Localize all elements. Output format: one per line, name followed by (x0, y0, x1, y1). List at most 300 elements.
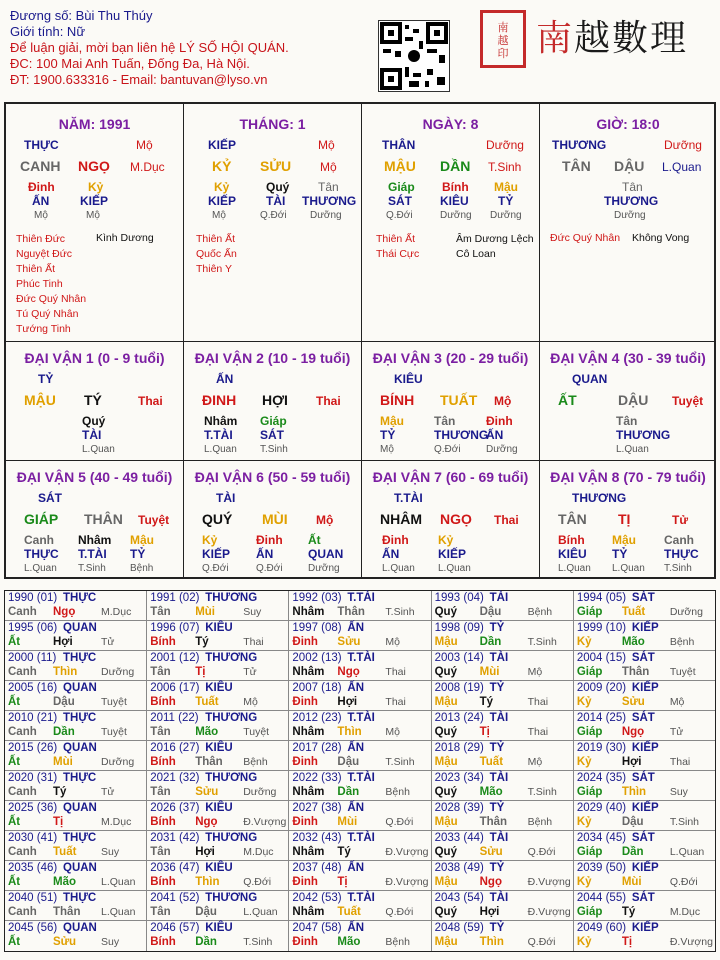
year-cell[interactable] (574, 831, 715, 860)
pillar-title: NĂM: 1991 (58, 116, 131, 132)
year-branch: Tý (337, 846, 351, 858)
year-branch: Mùi (195, 606, 216, 618)
year-cell[interactable] (574, 591, 715, 620)
hidden-state-2: Mộ (86, 210, 100, 221)
year-label: 2021 (32) (150, 772, 200, 784)
year-state: T.Sinh (243, 936, 273, 948)
year-god: TÀI (489, 592, 509, 604)
year-state: Thai (527, 726, 549, 738)
year-stem: Quý (434, 726, 457, 738)
table-row (5, 681, 715, 711)
year-stem: Giáp (576, 906, 603, 918)
year-label: 2009 (20) (576, 682, 627, 694)
year-god: TỶ (489, 922, 505, 934)
year-branch: Sửu (479, 846, 503, 858)
year-state: T.Sinh (527, 636, 557, 648)
luck-hidden-god: TỶ (612, 547, 628, 561)
year-state: Dưỡng (101, 756, 135, 768)
luck-chi: TỊ (618, 511, 631, 527)
seal-stamp (480, 10, 526, 68)
luck-can: BÍNH (380, 392, 415, 408)
year-god: TÀI (489, 772, 509, 784)
year-state: Dưỡng (243, 786, 277, 798)
luck-pillar-3 (362, 342, 540, 461)
luck-hidden-stem: Tân (616, 414, 638, 428)
year-state: L.Quan (101, 906, 136, 918)
luck-hidden-god: TỶ (130, 547, 146, 561)
star: Âm Dương Lệch (456, 233, 534, 245)
luck-state: Tuyệt (672, 394, 704, 408)
year-stem: Kỷ (576, 756, 592, 768)
year-god: ẤN (347, 922, 365, 934)
year-label: 2023 (34) (434, 772, 484, 784)
year-cell[interactable] (574, 741, 715, 770)
luck-can: ẤT (558, 392, 577, 408)
luck-state: Mộ (494, 394, 512, 408)
year-cell[interactable] (574, 861, 715, 890)
year-god: ẤN (347, 622, 365, 634)
year-state: Đ.Vượng (669, 936, 713, 948)
luck-hidden-state: Bệnh (130, 563, 154, 574)
year-stem: Bính (150, 876, 176, 888)
year-cell[interactable] (5, 831, 147, 860)
year-god: T.TÀI (347, 592, 375, 604)
year-branch: Ngọ (195, 816, 218, 828)
pillar-chi-state: Mộ (320, 160, 337, 174)
year-branch: Mùi (337, 816, 358, 828)
table-row (5, 651, 715, 681)
year-cell[interactable] (289, 651, 431, 680)
year-branch: Dậu (195, 906, 217, 918)
year-cell[interactable] (289, 891, 431, 920)
year-cell[interactable] (147, 861, 289, 890)
pillar-chi-state: L.Quan (662, 160, 702, 174)
year-state: Tử (101, 636, 115, 648)
luck-god: SÁT (38, 491, 62, 505)
year-cell[interactable] (432, 891, 574, 920)
luck-state: Thai (494, 513, 519, 527)
stars-list-2: Không Vong (632, 232, 690, 244)
year-stem: Đinh (292, 696, 318, 708)
year-cell[interactable] (5, 621, 147, 650)
year-cell[interactable] (432, 921, 574, 951)
luck-hidden-state: T.Sinh (664, 563, 692, 574)
year-god: KIẾP (631, 742, 659, 754)
year-branch: Sửu (337, 636, 361, 648)
hidden-state-1: Dưỡng (614, 210, 646, 221)
year-cell[interactable] (289, 771, 431, 800)
year-branch: Sửu (195, 786, 219, 798)
luck-hidden-god: TỶ (380, 428, 396, 442)
luck-god: ẤN (216, 372, 234, 386)
luck-hidden-god: SÁT (260, 428, 284, 442)
year-god: TỶ (489, 802, 505, 814)
hidden-state-2: Q.Đới (260, 210, 287, 221)
year-state: T.Sinh (527, 786, 557, 798)
brand-logo: 南越數理 (536, 18, 689, 59)
yearly-table (4, 590, 716, 952)
hidden-state-3: Dưỡng (310, 210, 342, 221)
year-stem: Nhâm (292, 846, 325, 858)
year-god: ẤN (347, 802, 365, 814)
year-stem: Nhâm (292, 666, 325, 678)
year-cell[interactable] (5, 591, 147, 620)
year-cell[interactable] (5, 741, 147, 770)
year-stem: Đinh (292, 876, 318, 888)
luck-title: ĐẠI VẬN 5 (40 - 49 tuổi) (16, 469, 173, 485)
year-branch: Thân (337, 606, 365, 618)
year-branch: Dậu (479, 606, 502, 618)
year-label: 2008 (19) (434, 682, 484, 694)
year-branch: Mão (479, 786, 503, 798)
year-cell[interactable] (432, 621, 574, 650)
year-label: 2014 (25) (576, 712, 627, 724)
year-god: THƯƠNG (205, 772, 258, 784)
year-label: 2018 (29) (434, 742, 484, 754)
year-state: Tuyệt (101, 726, 127, 738)
year-god: TÀI (489, 832, 509, 844)
year-cell[interactable] (432, 861, 574, 890)
year-cell[interactable] (147, 771, 289, 800)
luck-god: KIÊU (394, 372, 423, 386)
year-label: 2038 (49) (434, 862, 484, 874)
year-god: T.TÀI (347, 652, 375, 664)
hidden-state-1: Q.Đới (386, 210, 413, 221)
year-stem: Đinh (292, 636, 318, 648)
luck-hidden-state: L.Quan (612, 563, 645, 574)
year-branch: Dần (479, 636, 502, 648)
year-cell[interactable] (432, 651, 574, 680)
year-cell[interactable] (5, 861, 147, 890)
year-stem: Nhâm (292, 726, 325, 738)
table-row (5, 771, 715, 801)
year-branch: Mão (195, 726, 219, 738)
year-cell[interactable] (5, 771, 147, 800)
year-branch: Mùi (621, 876, 642, 888)
year-cell[interactable] (432, 801, 574, 830)
year-stem: Canh (8, 666, 37, 678)
year-state: Tử (243, 666, 257, 678)
year-stem: Giáp (576, 786, 603, 798)
year-state: T.Sinh (385, 606, 415, 618)
pillar-god: THƯƠNG (552, 138, 607, 152)
year-stem: Kỷ (576, 636, 592, 648)
luck-chi: TÝ (84, 392, 102, 408)
year-cell[interactable] (574, 771, 715, 800)
year-cell[interactable] (147, 651, 289, 680)
year-label: 2044 (55) (576, 892, 627, 904)
year-branch: Tuất (53, 846, 77, 858)
year-cell[interactable] (574, 681, 715, 710)
luck-hidden-state: Dưỡng (308, 563, 340, 574)
year-cell[interactable] (147, 591, 289, 620)
luck-title: ĐẠI VẬN 6 (50 - 59 tuổi) (194, 469, 351, 485)
year-stem: Bính (150, 816, 176, 828)
luck-hidden-state: L.Quan (24, 563, 57, 574)
luck-state: Tuyệt (138, 513, 170, 527)
year-cell[interactable] (5, 711, 147, 740)
year-state: Thai (669, 756, 691, 768)
year-cell[interactable] (289, 681, 431, 710)
year-branch: Ngọ (337, 666, 360, 678)
year-branch: Tý (479, 696, 494, 708)
year-stem: Mậu (434, 696, 458, 708)
year-cell[interactable] (289, 801, 431, 830)
year-state: Q.Đới (385, 906, 414, 918)
pillar-chi: NGỌ (78, 158, 110, 174)
year-cell[interactable] (432, 741, 574, 770)
year-branch: Tý (621, 906, 636, 918)
year-state: Bệnh (385, 786, 410, 798)
year-state: Tuyệt (101, 696, 127, 708)
pillar-title: THÁNG: 1 (239, 116, 306, 132)
year-label: 2034 (45) (576, 832, 627, 844)
year-cell[interactable] (147, 711, 289, 740)
year-cell[interactable] (147, 921, 289, 951)
stars-list-1: Đức Quý Nhân (550, 232, 621, 244)
luck-hidden-stem: Nhâm (78, 533, 112, 547)
year-cell[interactable] (289, 711, 431, 740)
luck-hidden-stem: Mậu (130, 533, 154, 547)
year-state: Thai (385, 666, 406, 678)
year-cell[interactable] (147, 831, 289, 860)
luck-hidden-god: ẤN (486, 428, 504, 442)
gender: Giới tính: Nữ (10, 24, 86, 39)
year-god: QUAN (63, 802, 97, 814)
year-stem: Mậu (434, 636, 458, 648)
year-cell[interactable] (147, 681, 289, 710)
year-label: 2035 (46) (8, 862, 58, 874)
luck-hidden-god: THỰC (664, 547, 699, 561)
year-label: 2001 (12) (150, 652, 200, 664)
year-label: 2027 (38) (292, 802, 342, 814)
year-stem: Ất (8, 816, 21, 828)
year-cell[interactable] (147, 621, 289, 650)
star: Thiên Y (196, 263, 232, 275)
luck-can: QUÝ (202, 511, 233, 527)
year-cell[interactable] (289, 741, 431, 770)
year-label: 1999 (10) (576, 622, 627, 634)
luck-hidden-stem: Kỷ (202, 533, 218, 547)
luck-hidden-god: TÀI (82, 428, 102, 442)
year-state: Suy (243, 606, 262, 618)
luck-hidden-stem: Mậu (380, 414, 404, 428)
year-branch: Tị (337, 876, 348, 888)
year-stem: Quý (434, 786, 457, 798)
star: Quốc Ấn (196, 248, 237, 260)
year-label: 2015 (26) (8, 742, 58, 754)
year-label: 2032 (43) (292, 832, 342, 844)
table-row (5, 831, 715, 861)
year-cell[interactable] (574, 921, 715, 951)
luck-can: ĐINH (202, 392, 237, 408)
luck-can: TÂN (558, 511, 587, 527)
year-stem: Bính (150, 756, 176, 768)
year-state: Mộ (385, 726, 400, 738)
year-cell[interactable] (432, 831, 574, 860)
year-stem: Đinh (292, 756, 318, 768)
year-label: 2048 (59) (434, 922, 484, 934)
luck-hidden-state: Q.Đới (202, 563, 229, 574)
luck-title: ĐẠI VẬN 7 (60 - 69 tuổi) (372, 469, 529, 485)
star: Đức Quý Nhân (16, 293, 87, 305)
hidden-god-1: SÁT (388, 194, 412, 208)
year-stem: Kỷ (576, 816, 592, 828)
year-cell[interactable] (574, 621, 715, 650)
year-cell[interactable] (147, 801, 289, 830)
year-label: 2025 (36) (8, 802, 58, 814)
year-god: THỰC (63, 832, 97, 844)
year-label: 1995 (06) (8, 622, 58, 634)
pillar-can: KỶ (212, 158, 232, 174)
star: Thiên Ất (16, 263, 56, 275)
luck-chi: DẬU (618, 392, 649, 408)
year-state: T.Sinh (669, 816, 699, 828)
year-state: Thai (527, 696, 549, 708)
qr-code-icon[interactable] (378, 20, 450, 92)
year-cell[interactable] (5, 921, 147, 951)
year-label: 2005 (16) (8, 682, 58, 694)
luck-pillar-8 (540, 461, 716, 578)
year-cell[interactable] (432, 771, 574, 800)
year-cell[interactable] (574, 711, 715, 740)
year-god: KIẾP (631, 682, 659, 694)
year-god: TỶ (489, 862, 505, 874)
year-cell[interactable] (432, 681, 574, 710)
year-state: Suy (669, 786, 688, 798)
year-god: T.TÀI (347, 772, 375, 784)
luck-can: NHÂM (380, 511, 422, 527)
hidden-stem-1: Kỷ (214, 180, 230, 194)
year-god: THỰC (63, 652, 97, 664)
luck-state: Mộ (316, 513, 334, 527)
year-branch: Hợi (479, 906, 500, 918)
hidden-stem-2: Kỷ (88, 180, 104, 194)
star: Thiên Ất (196, 233, 236, 245)
year-branch: Ngọ (53, 606, 76, 618)
year-god: QUAN (63, 922, 97, 934)
year-cell[interactable] (574, 891, 715, 920)
luck-hidden-state: L.Quan (616, 444, 649, 455)
year-cell[interactable] (289, 621, 431, 650)
year-label: 2030 (41) (8, 832, 58, 844)
year-label: 2013 (24) (434, 712, 484, 724)
year-label: 2000 (11) (8, 652, 57, 664)
year-stem: Giáp (576, 666, 603, 678)
year-stem: Giáp (576, 846, 603, 858)
year-state: M.Dục (243, 846, 274, 858)
pillar-rel: Dưỡng (664, 138, 702, 152)
year-state: Đ.Vượng (527, 876, 571, 888)
year-cell[interactable] (574, 651, 715, 680)
year-god: ẤN (347, 682, 365, 694)
year-cell[interactable] (289, 921, 431, 951)
year-god: THƯƠNG (205, 712, 258, 724)
luck-chi: TUẤT (440, 392, 478, 408)
year-stem: Đinh (292, 936, 318, 948)
year-cell[interactable] (432, 591, 574, 620)
year-state: M.Dục (101, 606, 132, 618)
year-god: QUAN (63, 622, 97, 634)
year-god: T.TÀI (347, 832, 375, 844)
year-cell[interactable] (147, 891, 289, 920)
stars-list-2 (456, 232, 534, 262)
year-branch: Tuất (621, 606, 646, 618)
table-row (5, 861, 715, 891)
year-cell[interactable] (574, 801, 715, 830)
year-branch: Dần (53, 726, 75, 738)
year-god: THƯƠNG (205, 832, 258, 844)
year-god: ẤN (347, 742, 365, 754)
year-stem: Tân (150, 786, 171, 798)
pillar-day (362, 104, 540, 342)
year-god: KIÊU (205, 742, 233, 754)
year-stem: Kỷ (576, 696, 592, 708)
year-god: ẤN (347, 862, 365, 874)
year-cell[interactable] (289, 591, 431, 620)
year-branch: Tị (195, 666, 206, 678)
year-god: SÁT (631, 592, 655, 604)
year-label: 1994 (05) (576, 592, 627, 604)
year-branch: Dần (337, 786, 360, 798)
year-cell[interactable] (5, 681, 147, 710)
year-label: 1991 (02) (150, 592, 200, 604)
year-cell[interactable] (289, 831, 431, 860)
luck-hidden-state: L.Quan (204, 444, 237, 455)
year-branch: Tị (479, 726, 490, 738)
year-stem: Canh (8, 786, 37, 798)
year-cell[interactable] (5, 651, 147, 680)
year-god: KIÊU (205, 622, 233, 634)
year-cell[interactable] (432, 711, 574, 740)
year-label: 1990 (01) (8, 592, 58, 604)
luck-hidden-stem: Đinh (256, 533, 283, 547)
star: Thái Cực (376, 248, 420, 260)
pillar-rel: Dưỡng (486, 138, 524, 152)
year-stem: Giáp (576, 606, 603, 618)
luck-pillar-1 (6, 342, 184, 461)
year-branch: Thìn (195, 876, 220, 888)
year-label: 2042 (53) (292, 892, 342, 904)
pillar-year (6, 104, 184, 342)
year-label: 2011 (22) (150, 712, 199, 724)
year-label: 2047 (58) (292, 922, 342, 934)
year-cell[interactable] (5, 891, 147, 920)
pillar-chi: DẬU (614, 158, 645, 174)
hidden-state-1: Mộ (212, 210, 226, 221)
year-god: THỰC (63, 892, 97, 904)
pillar-chi: SỬU (260, 158, 292, 174)
year-branch: Hợi (337, 696, 358, 708)
owner-name: Đương số: Bùi Thu Thúy (10, 8, 153, 23)
year-stem: Canh (8, 606, 37, 618)
year-label: 2012 (23) (292, 712, 342, 724)
year-cell[interactable] (147, 741, 289, 770)
pillar-rel: Mộ (318, 138, 335, 152)
year-cell[interactable] (289, 861, 431, 890)
chart-grid (4, 102, 716, 579)
year-label: 2016 (27) (150, 742, 200, 754)
year-state: M.Dục (101, 816, 132, 828)
year-stem: Mậu (434, 816, 458, 828)
year-label: 2031 (42) (150, 832, 200, 844)
year-god: TÀI (489, 712, 509, 724)
year-state: Q.Đới (527, 936, 556, 948)
year-state: Đ.Vượng (527, 906, 571, 918)
year-branch: Thìn (337, 726, 362, 738)
pillar-chi: DẦN (440, 158, 471, 174)
year-cell[interactable] (5, 801, 147, 830)
